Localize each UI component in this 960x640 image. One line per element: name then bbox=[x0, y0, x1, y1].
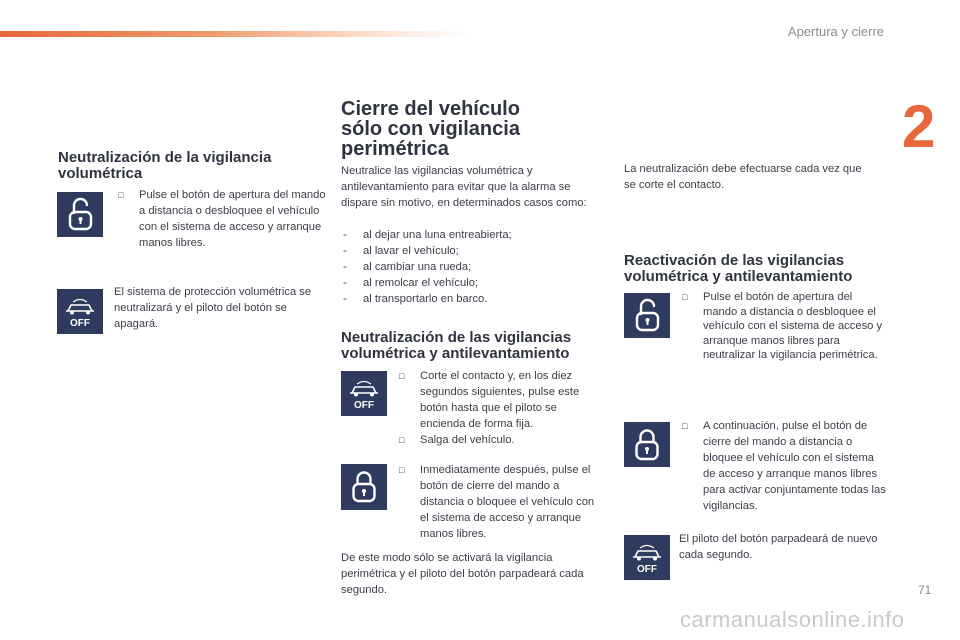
off-label: OFF bbox=[354, 400, 374, 411]
list-item: - al transportarlo en barco. bbox=[341, 291, 596, 307]
off-label: OFF bbox=[637, 564, 657, 575]
lock-icon bbox=[341, 464, 387, 510]
off-label: OFF bbox=[70, 318, 90, 329]
checkbox-bullet-icon: □ bbox=[682, 292, 688, 302]
col2-bullet-1: □ Corte el contacto y, en los diez segundos siguientes, pulse este botón hasta que el piloto se encienda de forma fija. bbox=[399, 370, 580, 430]
header-accent-bar bbox=[0, 31, 470, 37]
list-item: - al dejar una luna entreabierta; bbox=[341, 227, 596, 243]
list-item: - al lavar el vehículo; bbox=[341, 243, 596, 259]
col3-heading: Reactivación de las vigilancias volumétrica y antilevantamiento bbox=[624, 252, 853, 285]
checkbox-bullet-icon: □ bbox=[118, 190, 124, 200]
col3-closing-paragraph: El piloto del botón parpadeará de nuevo cada segundo. bbox=[679, 533, 878, 561]
col2-heading: Cierre del vehículo sólo con vigilancia perimétrica bbox=[341, 98, 520, 160]
col1-heading: Neutralización de la vigilancia volumétrica bbox=[58, 149, 272, 182]
col3-bullet-1: □ Pulse el botón de apertura del mando a distancia o desbloquee el vehículo con el sistema de acceso y arranque manos libres para neutralizar la vigilancia perimétrica. bbox=[682, 291, 883, 361]
checkbox-bullet-icon: □ bbox=[399, 465, 405, 475]
checkbox-bullet-icon: □ bbox=[399, 371, 405, 381]
list-item: - al remolcar el vehículo; bbox=[341, 275, 596, 291]
watermark: carmanualsonline.info bbox=[680, 607, 905, 632]
alarm-off-icon bbox=[624, 535, 670, 580]
checkbox-bullet-icon: □ bbox=[682, 421, 688, 431]
chapter-number: 2 bbox=[902, 93, 936, 160]
col1-paragraph: El sistema de protección volumétrica se neutralizará y el piloto del botón se apagará. bbox=[114, 286, 312, 330]
cases-list bbox=[341, 227, 596, 307]
col3-bullet-2: □ A continuación, pulse el botón de cierre del mando a distancia o bloquee el vehículo con el sistema de acceso y arranque manos libres para activar conjuntamente todas las vigilancias. bbox=[682, 420, 886, 512]
page-number: 71 bbox=[918, 583, 932, 597]
col2-bullet-3: □ Inmediatamente después, pulse el botón de cierre del mando a distancia o bloquee el vehículo con el sistema de acceso y arranque manos libres. bbox=[399, 464, 595, 540]
list-item: - al cambiar una rueda; bbox=[341, 259, 596, 275]
col2-subheading: Neutralización de las vigilancias volumétrica y antilevantamiento bbox=[341, 329, 572, 362]
col1-bullet-1: □ Pulse el botón de apertura del mando a distancia o desbloquee el vehículo con el sistema de acceso y arranque manos libres. bbox=[118, 189, 326, 249]
col2-intro: Neutralice las vigilancias volumétrica y antilevantamiento para evitar que la alarma se dispare sin motivo, en determinados casos como: bbox=[341, 165, 587, 209]
lock-icon bbox=[624, 422, 670, 467]
col2-bullet-2: □ Salga del vehículo. bbox=[399, 434, 515, 446]
checkbox-bullet-icon: □ bbox=[399, 435, 405, 445]
col3-paragraph: La neutralización debe efectuarse cada vez que se corte el contacto. bbox=[624, 163, 862, 191]
unlock-icon bbox=[624, 293, 670, 338]
alarm-off-icon bbox=[341, 371, 387, 416]
col2-closing-paragraph: De este modo sólo se activará la vigilancia perimétrica y el piloto del botón parpadeará cada segundo. bbox=[341, 552, 584, 596]
unlock-icon bbox=[57, 192, 103, 237]
alarm-off-icon bbox=[57, 289, 103, 334]
section-title: Apertura y cierre bbox=[787, 24, 884, 39]
